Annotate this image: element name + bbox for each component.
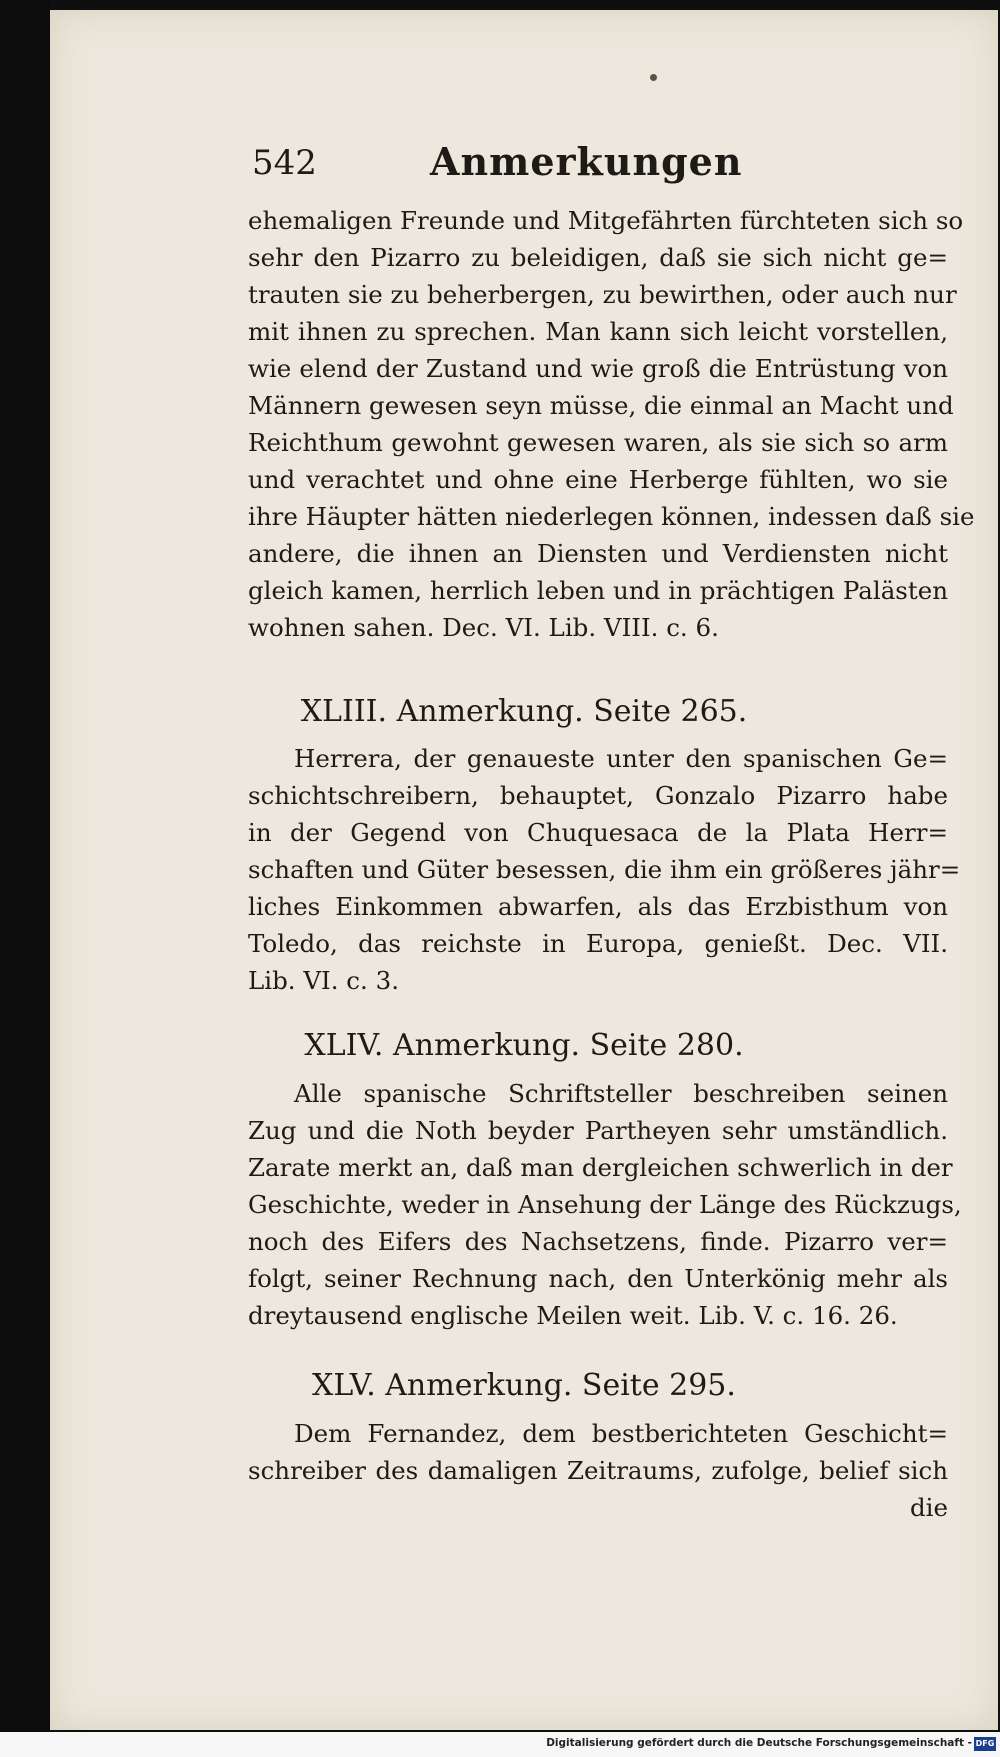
catchword: die: [909, 1493, 948, 1522]
section-43-body: [248, 740, 961, 999]
text-line: ihre Häupter hätten niederlegen können, indessen daß sie: [248, 502, 975, 531]
dfg-logo: DFG: [974, 1737, 996, 1751]
scan-border: [0, 0, 50, 1732]
page-header: [50, 135, 998, 195]
text-line: sehr den Pizarro zu beleidigen, daß sie sich nicht ge=: [248, 243, 948, 272]
text-line: schichtschreibern, behauptet, Gonzalo Pizarro habe: [248, 781, 948, 810]
section-heading: XLIII. Anmerkung. Seite 265.: [300, 694, 748, 729]
text-line: gleich kamen, herrlich leben und in prächtigen Palästen: [248, 576, 948, 605]
text-line: schaften und Güter besessen, die ihm ein größeres jähr=: [248, 855, 961, 884]
text-line: andere, die ihnen an Diensten und Verdiensten nicht: [248, 539, 948, 568]
text-line: noch des Eifers des Nachsetzens, finde. Pizarro ver=: [248, 1227, 948, 1256]
book-page: [50, 10, 998, 1730]
text-line: mit ihnen zu sprechen. Man kann sich leicht vorstellen,: [248, 317, 948, 346]
text-line: ehemaligen Freunde und Mitgefährten fürchteten sich so: [248, 206, 964, 235]
ink-dot: [650, 74, 657, 81]
text-line: wohnen sahen. Dec. VI. Lib. VIII. c. 6.: [248, 613, 719, 642]
running-title: Anmerkungen: [430, 139, 743, 184]
text-line: in der Gegend von Chuquesaca de la Plata Herr=: [248, 818, 948, 847]
section-heading: XLIV. Anmerkung. Seite 280.: [304, 1028, 744, 1063]
page-number: 542: [252, 143, 317, 183]
text-line: Reichthum gewohnt gewesen waren, als sie sich so arm: [248, 428, 948, 457]
text-line: Herrera, der genaueste unter den spanischen Ge=: [294, 744, 948, 773]
text-line: Männern gewesen seyn müsse, die einmal an Macht und: [248, 391, 954, 420]
text-line: schreiber des damaligen Zeitraums, zufolge, belief sich: [248, 1456, 948, 1485]
text-line: Zarate merkt an, daß man dergleichen schwerlich in der: [248, 1153, 953, 1182]
text-line: Zug und die Noth beyder Partheyen sehr umständlich.: [248, 1116, 948, 1145]
text-line: Toledo, das reichste in Europa, genießt. Dec. VII.: [248, 929, 948, 958]
text-line: liches Einkommen abwarfen, als das Erzbisthum von: [248, 892, 948, 921]
text-line: Dem Fernandez, dem bestberichteten Geschicht=: [294, 1419, 948, 1448]
footer-bar: [0, 1732, 1000, 1757]
section-44-body: [248, 1075, 962, 1334]
section-heading: XLV. Anmerkung. Seite 295.: [312, 1368, 736, 1403]
text-line: trauten sie zu beherbergen, zu bewirthen, oder auch nur: [248, 280, 957, 309]
section-45-body: [248, 1415, 948, 1526]
text-line: Geschichte, weder in Ansehung der Länge des Rückzugs,: [248, 1190, 962, 1219]
funding-credit: Digitalisierung gefördert durch die Deutsche Forschungsgemeinschaft -: [546, 1737, 972, 1749]
text-line: Lib. VI. c. 3.: [248, 966, 399, 995]
text-line: folgt, seiner Rechnung nach, den Unterkönig mehr als: [248, 1264, 948, 1293]
text-line: Alle spanische Schriftsteller beschreiben seinen: [294, 1079, 948, 1108]
text-line: wie elend der Zustand und wie groß die Entrüstung von: [248, 354, 948, 383]
text-line: und verachtet und ohne eine Herberge fühlten, wo sie: [248, 465, 948, 494]
text-line: dreytausend englische Meilen weit. Lib. V. c. 16. 26.: [248, 1301, 898, 1330]
paragraph-continuation: [248, 202, 975, 646]
